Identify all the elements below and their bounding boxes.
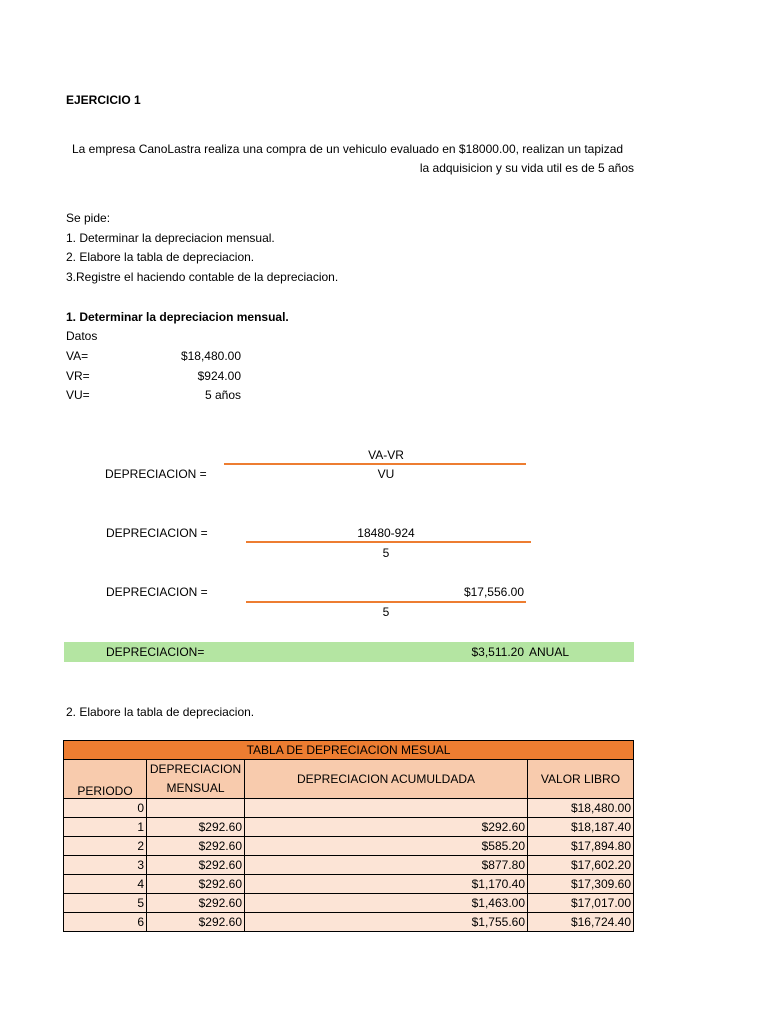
- formula-2-numerator: 18480-924: [357, 526, 415, 540]
- section-1-title: 1. Determinar la depreciacion mensual.: [66, 310, 289, 324]
- formula-1-label: DEPRECIACION =: [105, 467, 207, 481]
- table-header-row: [64, 760, 634, 799]
- cell-periodo: 1: [64, 818, 147, 837]
- table-row: [64, 837, 634, 856]
- formula-2-denominator: 5: [382, 546, 390, 560]
- table-row: [64, 818, 634, 837]
- cell-mensual: $292.60: [147, 913, 245, 932]
- cell-periodo: 3: [64, 856, 147, 875]
- table-row: [64, 799, 634, 818]
- cell-mensual: $292.60: [147, 856, 245, 875]
- col-depreciacion-acumulada: DEPRECIACION ACUMULDADA: [245, 760, 528, 799]
- cell-libro: $17,309.60: [528, 875, 634, 894]
- cell-acumulada: [245, 799, 528, 818]
- table-title-row: [64, 741, 634, 760]
- cell-acumulada: $877.80: [245, 856, 528, 875]
- result-unit: ANUAL: [529, 645, 570, 659]
- cell-libro: $18,480.00: [528, 799, 634, 818]
- table-row: [64, 894, 634, 913]
- vu-value: 5 años: [204, 388, 241, 402]
- table-row: [64, 875, 634, 894]
- col-periodo-label: PERIODO: [77, 784, 133, 798]
- col-valor-libro: VALOR LIBRO: [528, 760, 634, 799]
- depreciation-table: [63, 740, 634, 932]
- cell-mensual: [147, 799, 245, 818]
- cell-periodo: 0: [64, 799, 147, 818]
- col-periodo: [64, 760, 147, 799]
- datos-label: Datos: [66, 329, 98, 343]
- se-pide-item-3: 3.Registre el haciendo contable de la depreciacion.: [66, 270, 339, 284]
- intro-line-2: la adquisicion y su vida util es de 5 años: [419, 161, 634, 175]
- formula-3-fraction-line: [246, 601, 526, 603]
- exercise-heading: EJERCICIO 1: [66, 93, 141, 107]
- formula-2-label: DEPRECIACION =: [106, 526, 208, 540]
- formula-2-fraction-line: [246, 541, 531, 543]
- section-2-title: 2. Elabore la tabla de depreciacion.: [66, 705, 255, 719]
- vu-label: VU=: [66, 388, 90, 402]
- formula-1-fraction-line: [224, 463, 526, 465]
- col-dep-line1: DEPRECIACION: [149, 762, 242, 776]
- cell-mensual: $292.60: [147, 837, 245, 856]
- cell-periodo: 5: [64, 894, 147, 913]
- va-value: $18,480.00: [180, 349, 241, 363]
- col-depreciacion-mensual: [147, 760, 245, 799]
- cell-acumulada: $1,755.60: [245, 913, 528, 932]
- col-dep-line2: MENSUAL: [166, 781, 225, 795]
- cell-periodo: 4: [64, 875, 147, 894]
- cell-acumulada: $1,463.00: [245, 894, 528, 913]
- cell-mensual: $292.60: [147, 818, 245, 837]
- formula-3-numerator: $17,556.00: [463, 585, 524, 599]
- cell-acumulada: $1,170.40: [245, 875, 528, 894]
- cell-acumulada: $585.20: [245, 837, 528, 856]
- vr-value: $924.00: [197, 369, 241, 383]
- formula-3-label: DEPRECIACION =: [106, 585, 208, 599]
- cell-mensual: $292.60: [147, 875, 245, 894]
- cell-libro: $16,724.40: [528, 913, 634, 932]
- cell-libro: $17,894.80: [528, 837, 634, 856]
- cell-periodo: 6: [64, 913, 147, 932]
- formula-1-numerator: VA-VR: [368, 448, 404, 462]
- cell-periodo: 2: [64, 837, 147, 856]
- cell-mensual: $292.60: [147, 894, 245, 913]
- table-title: TABLA DE DEPRECIACION MESUAL: [64, 741, 634, 760]
- formula-3-denominator: 5: [382, 605, 390, 619]
- se-pide-title: Se pide:: [66, 211, 111, 225]
- formula-1-denominator: VU: [377, 467, 395, 481]
- cell-acumulada: $292.60: [245, 818, 528, 837]
- table-row: [64, 856, 634, 875]
- cell-libro: $18,187.40: [528, 818, 634, 837]
- result-label: DEPRECIACION=: [106, 645, 205, 659]
- va-label: VA=: [66, 349, 89, 363]
- result-value: $3,511.20: [471, 645, 524, 659]
- se-pide-item-2: 2. Elabore la tabla de depreciacion.: [66, 250, 255, 264]
- vr-label: VR=: [66, 369, 90, 383]
- cell-libro: $17,602.20: [528, 856, 634, 875]
- se-pide-item-1: 1. Determinar la depreciacion mensual.: [66, 231, 275, 245]
- table-row: [64, 913, 634, 932]
- cell-libro: $17,017.00: [528, 894, 634, 913]
- intro-line-1: La empresa CanoLastra realiza una compra de un vehiculo evaluado en $18000.00, realizan un tapizad: [72, 142, 624, 156]
